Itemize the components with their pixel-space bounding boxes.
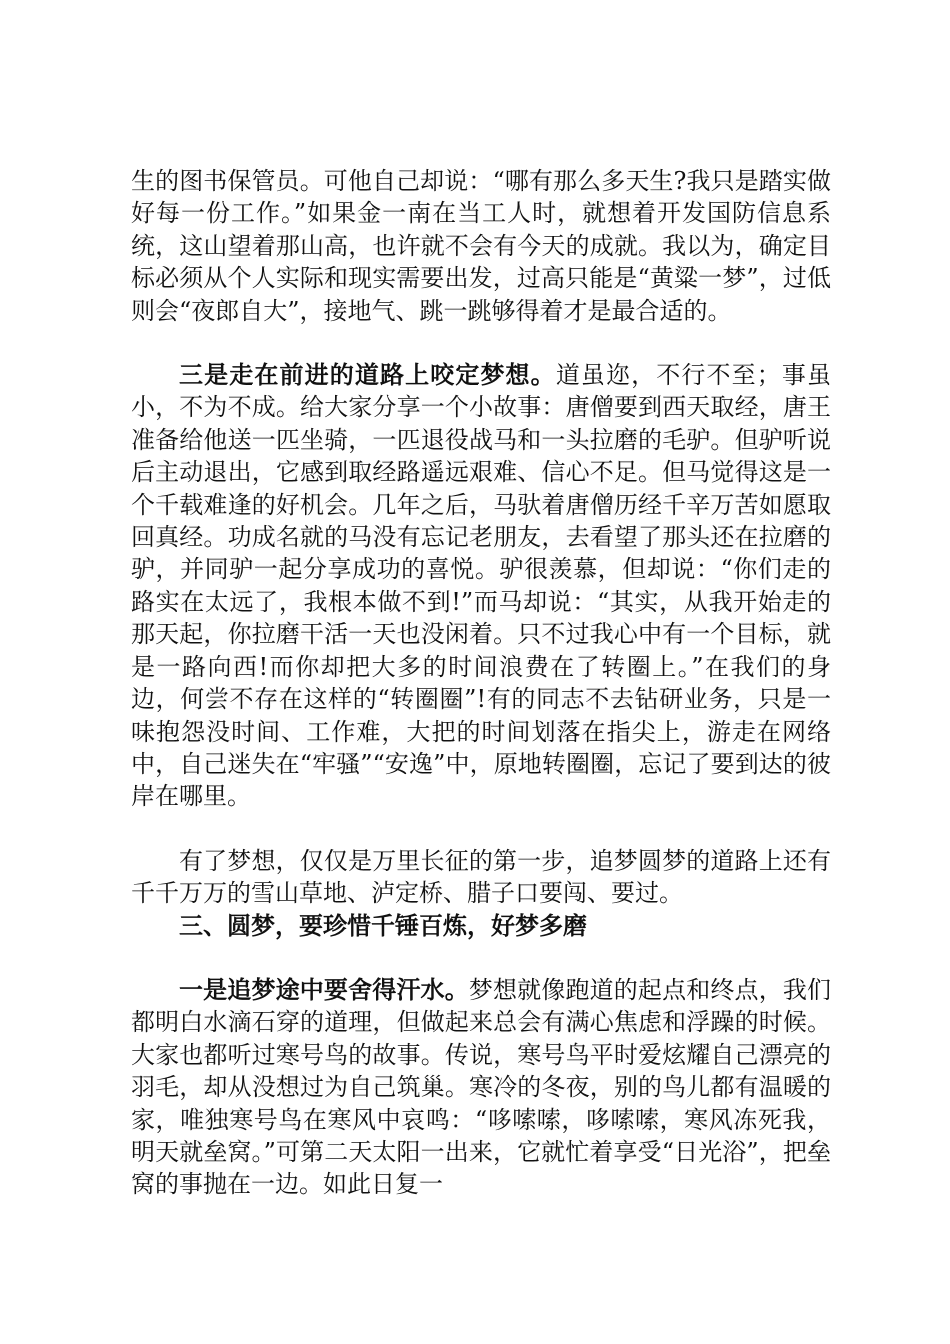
paragraph-first-point [131, 974, 831, 1201]
paragraph-text: 生的图书保管员。可他自己却说：“哪有那么多天生?我只是踏实做好每一份工作。”如果金一南在当工人时，就想着开发国防信息系统，这山望着那山高，也许就不会有今天的成就。我以为，确定目标必须从个人实际和现实需要出发，过高只能是“黄粱一梦”，过低则会“夜郎自大”，接地气、跳一跳够得着才是最合适的。 [131, 167, 831, 325]
paragraph-third-point [131, 359, 831, 813]
paragraph-transition [131, 845, 831, 910]
section-heading: 三、圆梦，要珍惜千锤百炼，好梦多磨 [179, 910, 587, 940]
paragraph-text: 梦想就像跑道的起点和终点，我们都明白水滴石穿的道理，但做起来总会有满心焦虑和浮躁的时候。大家也都听过寒号鸟的故事。传说，寒号鸟平时爱炫耀自己漂亮的羽毛，却从没想过为自己筑巢。寒冷的冬夜，别的鸟儿都有温暖的家，唯独寒号鸟在寒风中哀鸣：“哆嗦嗦，哆嗦嗦，寒风冻死我，明天就垒窝。”可第二天太阳一出来，它就忙着享受“日光浴”，把垒窝的事抛在一边。如此日复一 [131, 975, 832, 1199]
paragraph-lead-bold: 一是追梦途中要舍得汗水。 [179, 974, 469, 1004]
paragraph-text: 有了梦想，仅仅是万里长征的第一步，追梦圆梦的道路上还有千千万万的雪山草地、泸定桥、腊子口要闯、要过。 [131, 846, 831, 908]
paragraph-lead-bold: 三是走在前进的道路上咬定梦想。 [179, 360, 556, 390]
paragraph-text: 道虽迩，不行不至；事虽小，不为不成。给大家分享一个小故事：唐僧要到西天取经，唐王准备给他送一匹坐骑，一匹退役战马和一头拉磨的毛驴。但驴听说后主动退出，它感到取经路遥远艰难、信心不足。但马觉得这是一个千载难逢的好机会。几年之后，马驮着唐僧历经千辛万苦如愿取回真经。功成名就的马没有忘记老朋友，去看望了那头还在拉磨的驴，并同驴一起分享成功的喜悦。驴很羡慕，但却说：“你们走的路实在太远了，我根本做不到!”而马却说：“其实，从我开始走的那天起，你拉磨干活一天也没闲着。只不过我心中有一个目标，就是一路向西!而你却把大多的时间浪费在了转圈上。”在我们的身边，何尝不存在这样的“转圈圈”!有的同志不去钻研业务，只是一味抱怨没时间、工作难，大把的时间划落在指尖上，游走在网络中，自己迷失在“牢骚”“安逸”中，原地转圈圈，忘记了要到达的彼岸在哪里。 [131, 361, 832, 811]
paragraph-continuation [131, 165, 831, 327]
document-body [131, 165, 831, 1201]
